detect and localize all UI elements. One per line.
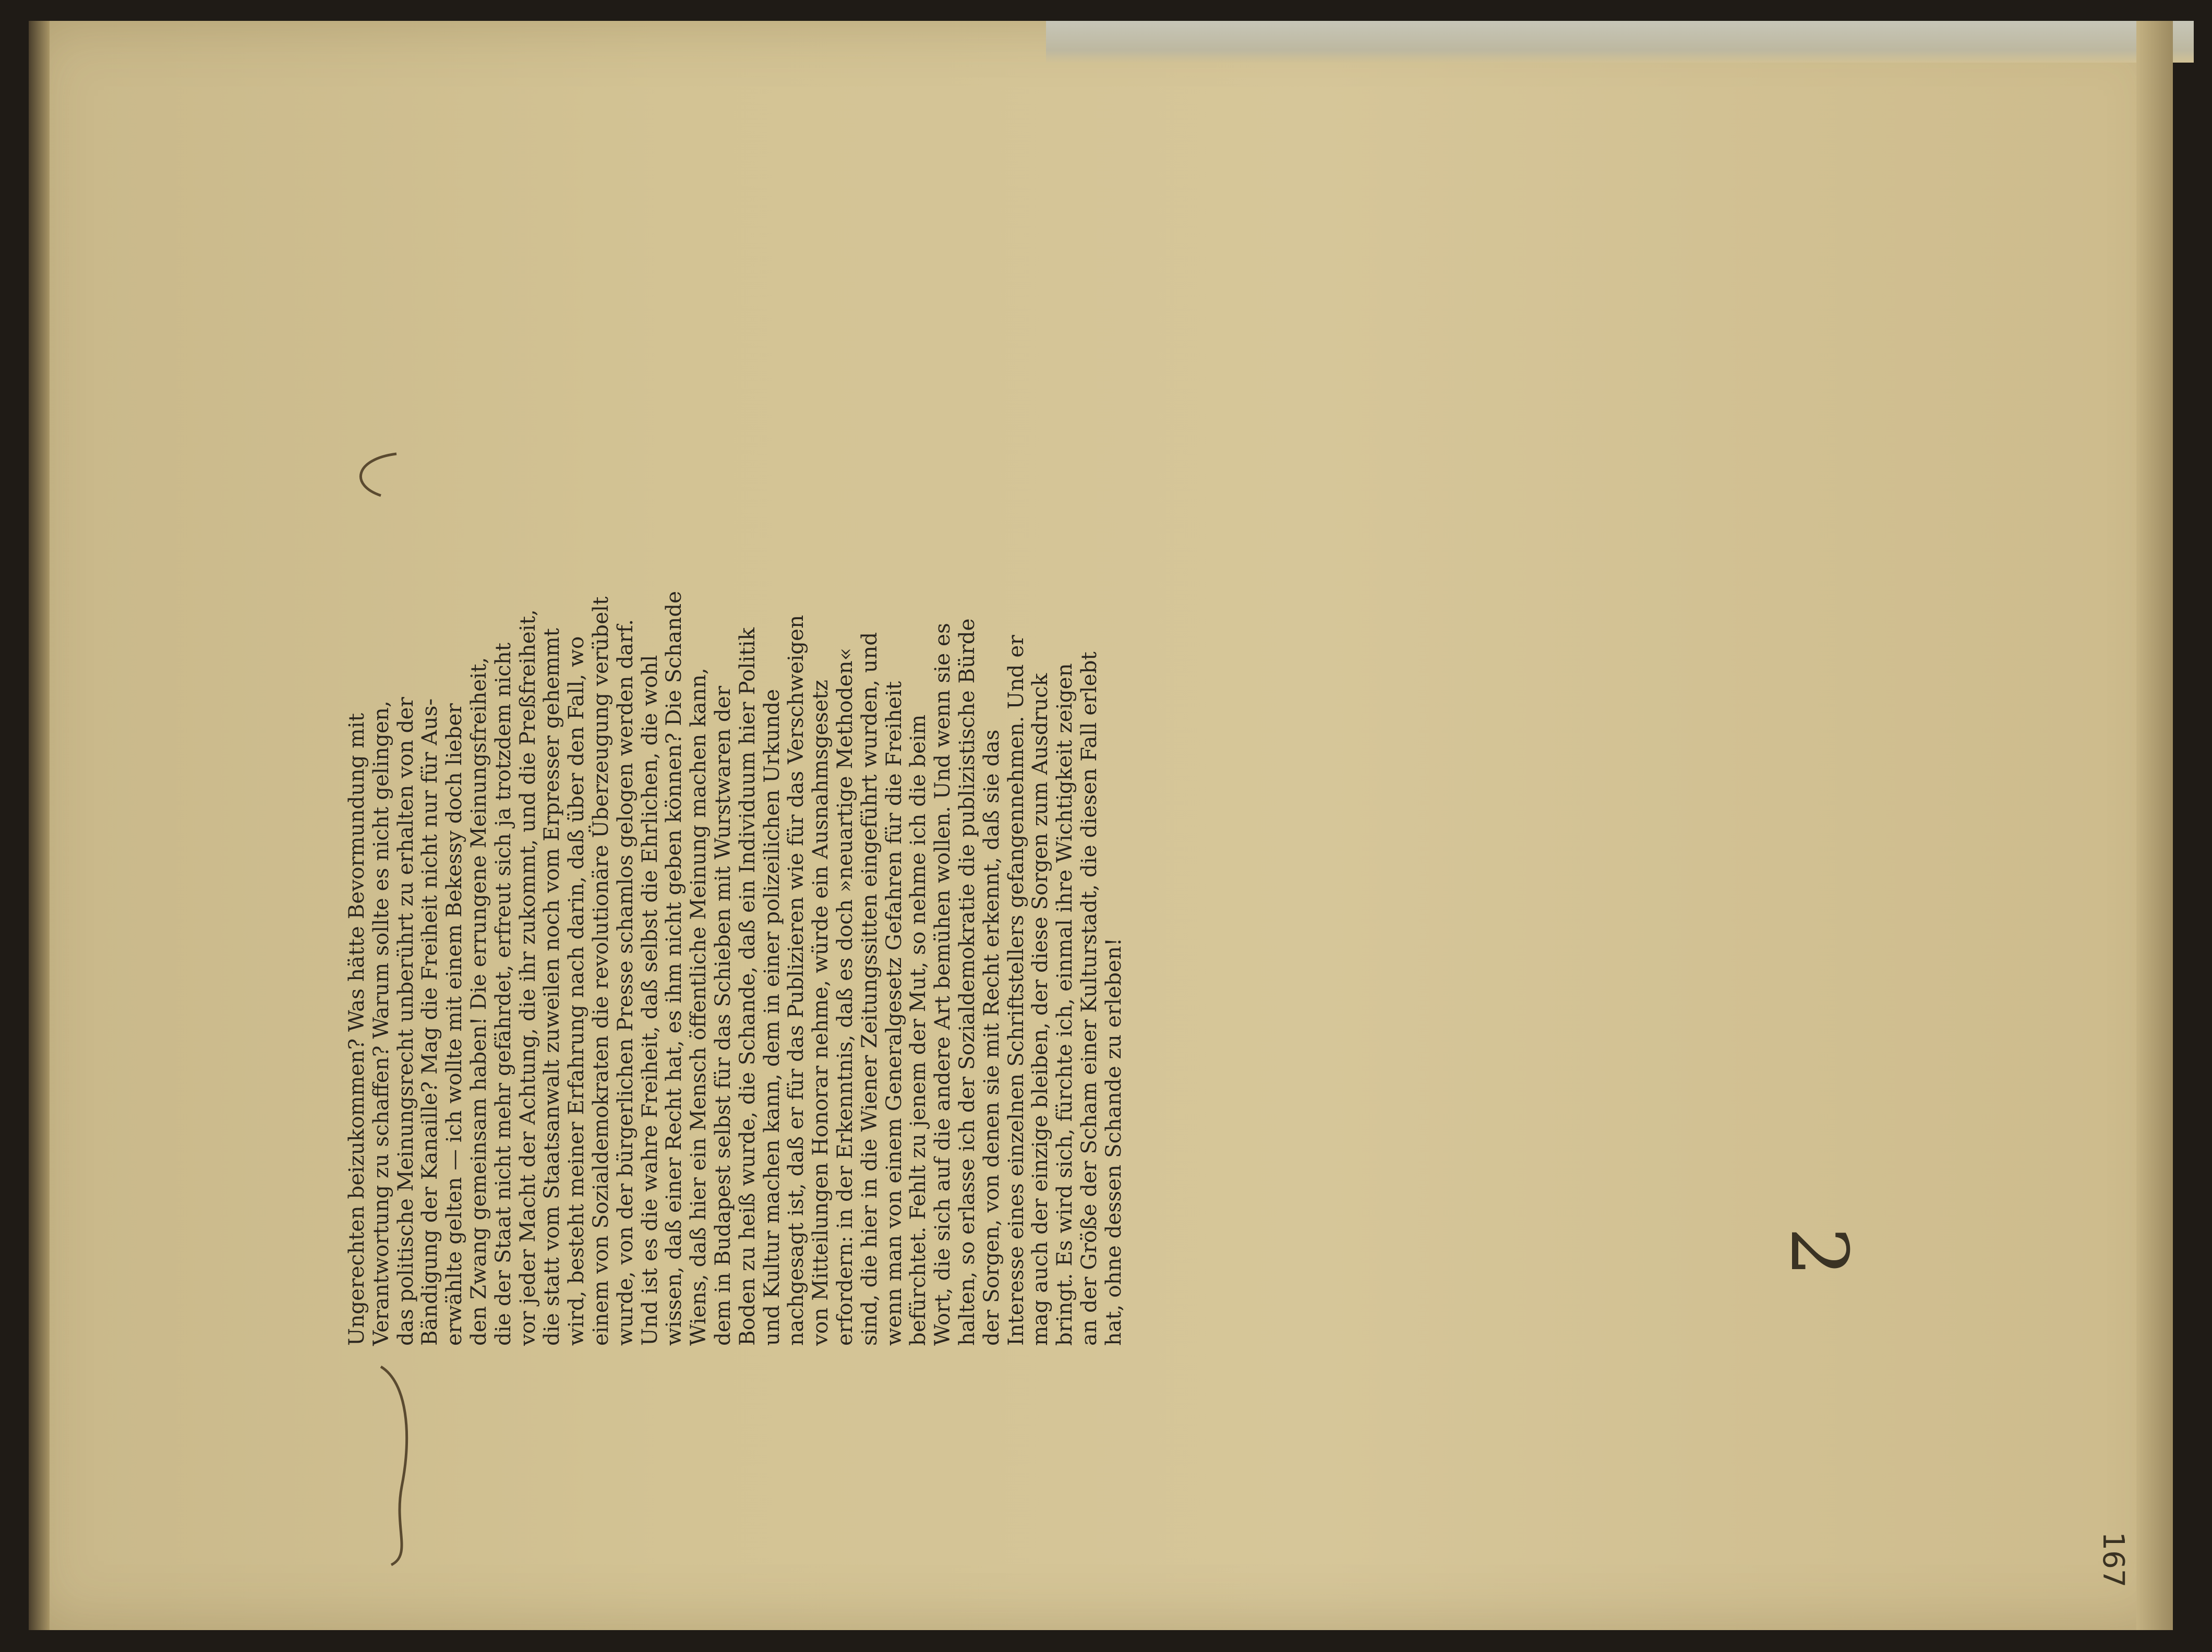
text-line: erwählte gelten — ich wollte mit einem Bekessy doch lieber	[441, 703, 467, 1346]
text-line: sind, die hier in die Wiener Zeitungssitten eingeführt wurden, und	[856, 632, 882, 1346]
text-line: an der Größe der Scham einer Kulturstadt, die diesen Fall erlebt	[1076, 652, 1101, 1346]
text-line: erfordern: in der Erkenntnis, daß es doch »neuartige Methoden«	[832, 647, 857, 1346]
text-line: einem von Sozialdemokraten die revolutionäre Überzeugung verübelt	[587, 596, 613, 1346]
text-line: von Mitteilungen Honorar nehme, würde ein Ausnahmsgesetz	[808, 680, 833, 1346]
top-paper-flap	[1046, 21, 2194, 63]
pencil-bracket-mark	[334, 443, 417, 1570]
text-line: die der Staat nicht mehr gefährdet, erfreut sich ja trotzdem nicht	[490, 642, 515, 1346]
page-gutter	[29, 21, 50, 1630]
text-line: nachgesagt ist, daß er für das Publizieren wie für das Verschweigen	[783, 614, 809, 1346]
text-line: und Kultur machen kann, dem in einer polizeilichen Urkunde	[759, 689, 784, 1346]
text-line: Interesse eines einzelnen Schriftstellers gefangennehmen. Und er	[1003, 635, 1028, 1346]
text-line: Bändigung der Kanaille? Mag die Freiheit nicht nur für Aus-	[417, 698, 442, 1346]
pencil-numeral-mark	[1753, 1184, 1864, 1320]
text-line: das politische Meinungsrecht unberührt zu erhalten von der	[392, 697, 418, 1346]
rotated-text-block	[344, 449, 1440, 1346]
text-line: Wort, die sich auf die andere Art bemühen wollen. Und wenn sie es	[930, 623, 955, 1346]
text-line: der Sorgen, von denen sie mit Recht erkennt, daß sie das	[978, 729, 1004, 1346]
text-line: bringt. Es wird sich, fürchte ich, einmal ihre Wichtigkeit zeigen	[1052, 663, 1077, 1346]
text-line: Boden zu heiß wurde, die Schande, daß ein Individuum hier Politik	[734, 627, 760, 1346]
text-line: wissen, daß einer Recht hat, es ihm nicht geben können? Die Schande	[661, 590, 687, 1346]
text-line: befürchtet. Fehlt zu jenem der Mut, so nehme ich die beim	[905, 714, 931, 1346]
text-line: Und ist es die wahre Freiheit, daß selbst die Ehrlichen, die wohl	[636, 655, 662, 1346]
text-line: Verantwortung zu schaffen? Warum sollte es nicht gelingen,	[368, 701, 393, 1346]
text-line: Wiens, daß hier ein Mensch öffentliche Meinung machen kann,	[686, 668, 711, 1346]
svg-text:2: 2	[1773, 1227, 1864, 1277]
page-number: 167	[2096, 1532, 2130, 1588]
text-line: mag auch der einzige bleiben, der diese Sorgen zum Ausdruck	[1027, 673, 1053, 1346]
text-line: Ungerechten beizukommen? Was hätte Bevormundung mit	[344, 713, 369, 1346]
text-line: wurde, von der bürgerlichen Presse schamlos gelogen werden darf.	[612, 619, 638, 1346]
text-line: halten, so erlasse ich der Sozialdemokratie die publizistische Bürde	[954, 618, 979, 1346]
text-line: wird, besteht meiner Erfahrung nach darin, daß über den Fall, wo	[563, 636, 589, 1346]
text-line: vor jeder Macht der Achtung, die ihr zukommt, und die Preßfreiheit,	[514, 609, 540, 1346]
text-line: dem in Budapest selbst für das Schieben mit Wurstwaren der	[710, 685, 735, 1346]
text-line: den Zwang gemeinsam haben! Die errungene Meinungsfreiheit,	[465, 657, 491, 1346]
text-line: die statt vom Staatsanwalt zuweilen noch vom Erpresser gehemmt	[539, 628, 564, 1346]
page-edge	[2136, 21, 2173, 1630]
text-line: hat, ohne dessen Schande zu erleben!	[1100, 937, 1126, 1346]
text-line: wenn man von einem Generalgesetz Gefahren für die Freiheit	[881, 681, 906, 1346]
